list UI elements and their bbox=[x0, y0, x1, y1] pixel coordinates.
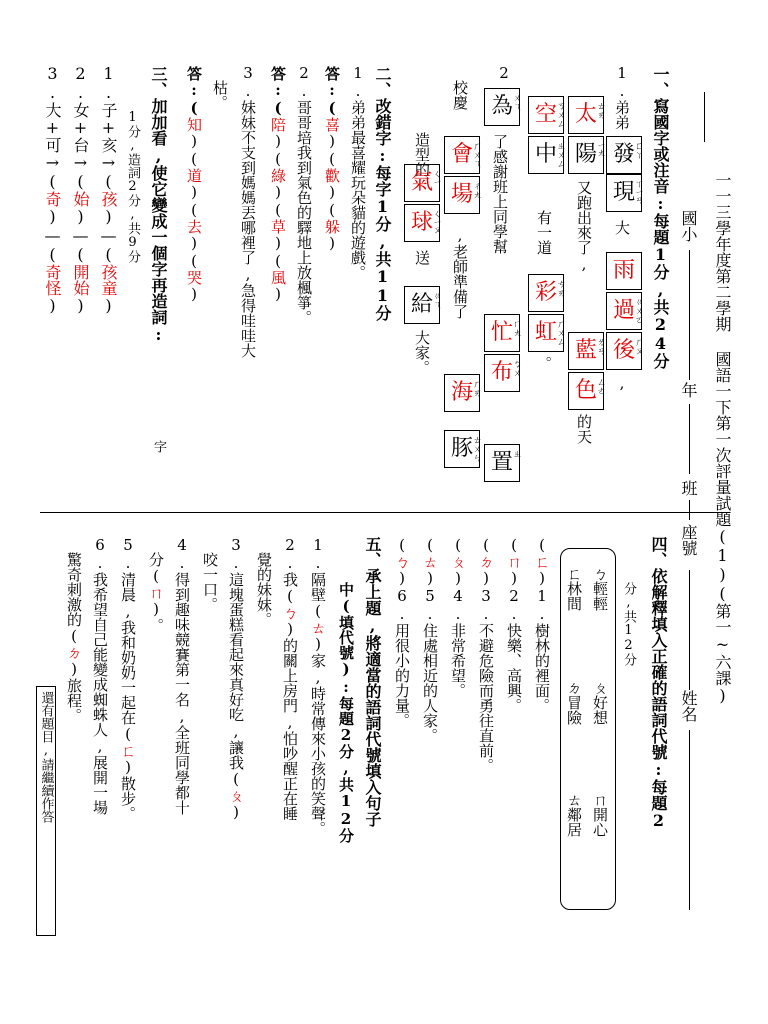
cell-hong: 虹 ㄏㄨㄥ bbox=[528, 314, 564, 352]
cell-cai: 彩 ㄘㄞ bbox=[528, 274, 564, 312]
cell-zhong: 中 ㄓㄨㄥ bbox=[528, 136, 564, 174]
school-label: 國小 bbox=[679, 210, 698, 242]
cell-mang: 忙 ㄇㄤ bbox=[484, 314, 520, 352]
cell-yu: 雨 bbox=[606, 252, 642, 290]
q1-p2-num: 2. bbox=[495, 64, 513, 100]
q1-p2-xiaoqing: 校慶 bbox=[451, 80, 469, 110]
q1-p1-period: 。 bbox=[535, 356, 553, 371]
header-rule bbox=[704, 92, 705, 142]
seat-blank[interactable] bbox=[689, 570, 690, 690]
cell-hui: 會 ㄏㄨㄟ bbox=[444, 136, 480, 174]
name-label: 姓名 bbox=[679, 690, 698, 722]
q1-p1-line2: 又跑出來了, bbox=[575, 180, 593, 273]
q1-p1-line3: 有一道 bbox=[535, 210, 553, 255]
q4-heading: 四、依解釋填入正確的語詞代號:每題2 bbox=[649, 536, 668, 830]
q5-sentence-3a: 3.這塊蛋糕看起來真好吃,讓我(ㄆ) bbox=[227, 536, 245, 821]
cell-chang: 場 ㄔㄤ bbox=[444, 176, 480, 214]
q4-option-3: ㄇ開心 bbox=[591, 792, 609, 837]
q1-p1-comma: , bbox=[613, 374, 631, 392]
q4-option-2: ㄆ好想 bbox=[591, 680, 609, 725]
q3-row-2: 2.女+台→(始)—(開始) bbox=[71, 64, 90, 315]
q4-item-2: (ㄇ)2.快樂、高興。 bbox=[505, 536, 523, 713]
section-divider bbox=[40, 512, 730, 513]
q5-heading: 五、承上題,將適當的語詞代號填入句子 bbox=[363, 536, 382, 827]
cell-fa: 發 ㄈㄚ bbox=[606, 136, 642, 174]
q2-heading: 二、改錯字:每字1分,共11分 bbox=[373, 66, 392, 321]
q4-item-6: (ㄅ)6.用很小的力量。 bbox=[393, 536, 411, 728]
q2-sentence-2: 2.哥哥培我到氣色的驛地上放楓箏。 bbox=[295, 64, 313, 325]
q1-p2-line2: ,老師準備了 bbox=[451, 226, 469, 319]
cell-tun: 豚 ㄊㄨㄣ bbox=[444, 430, 480, 468]
cell-yang: 陽 ㄧㄤ bbox=[568, 136, 604, 174]
grade-label: 年 bbox=[679, 382, 698, 398]
q3-row-3: 3.大+可→(奇)—(奇怪) bbox=[43, 64, 62, 315]
q3-heading: 三、加加看,使它變成一個字再造詞: bbox=[149, 66, 168, 344]
q1-p1-tian: 的天 bbox=[575, 414, 593, 444]
q2-sentence-1: 1.弟弟最喜耀玩朵貓的遊戲。 bbox=[349, 64, 367, 280]
q4-item-4: (ㄆ)4.非常希望。 bbox=[449, 536, 467, 698]
cell-gei: 給 ㄍㄟ bbox=[404, 286, 440, 324]
q1-p2-song: 送 bbox=[413, 250, 431, 265]
q5-sentence-3b: 咬一口。 bbox=[201, 552, 219, 612]
name-blank[interactable] bbox=[689, 730, 690, 910]
cell-wei: 為 ㄨㄟ bbox=[484, 88, 520, 126]
q3-row-1: 1.子+亥→(孩)—(孩童) bbox=[99, 64, 118, 315]
q5-sentence-1: 1.隔壁(ㄊ)家,時常傳來小孩的笑聲。 bbox=[309, 536, 327, 836]
q1-p1-da: 大 bbox=[613, 220, 631, 235]
q4-item-1: (ㄈ)1.樹林的裡面。 bbox=[533, 536, 551, 713]
q4-option-5: ㄉ冒險 bbox=[565, 680, 583, 725]
cell-tai: 太 ㄊㄞ bbox=[568, 96, 604, 134]
class-label: 班 bbox=[679, 480, 698, 496]
q2-sentence-3a: 3.妹妹不支到媽媽丟哪裡了,急得哇哇大 bbox=[239, 64, 257, 358]
cell-lan: 藍 ㄌㄢ bbox=[568, 332, 604, 370]
cell-bu: 布 ㄅㄨ bbox=[484, 354, 520, 392]
cell-qi: 氣 ㄑㄧ bbox=[404, 164, 440, 202]
q1-p2-dajia: 大家。 bbox=[413, 330, 431, 375]
q5-sentence-6a: 6.我希望自己能變成蜘蛛人,展開一場 bbox=[91, 536, 109, 815]
cell-hou: 後 ㄏㄡ bbox=[606, 332, 642, 370]
q5-sentence-4b: 分(ㄇ)。 bbox=[147, 552, 165, 633]
q3-scoring: 1分,造詞2分,共9分 bbox=[125, 110, 140, 263]
q5-sentence-5: 5.清晨,我和奶奶一起在(ㄈ)散步。 bbox=[119, 536, 137, 821]
q1-heading: 一、寫國字或注音:每題1分,共24分 bbox=[651, 66, 670, 369]
exam-title: 一一三學年度第二學期 國語一下第一次評量試題(1)(第一~六課) bbox=[713, 172, 732, 705]
q5-sentence-6b: 驚奇刺激的(ㄉ)旅程。 bbox=[65, 552, 83, 723]
q2-sentence-3b: 枯。 bbox=[211, 80, 229, 110]
q1-p1-text: 1.弟弟 bbox=[613, 64, 631, 130]
continue-note: 還有題目,請繼續作答 bbox=[38, 691, 54, 823]
q4-scoring: 分,共12分 bbox=[621, 582, 636, 666]
cell-qiu: 球 ㄑㄧㄡ bbox=[404, 204, 440, 242]
q4-item-3: (ㄉ)3.不避危險而勇往直前。 bbox=[477, 536, 495, 773]
cell-se: 色 ㄙㄜ bbox=[568, 372, 604, 410]
q4-option-4: ㄈ林間 bbox=[565, 566, 583, 611]
cell-zhi: 置 ㄓ bbox=[484, 444, 520, 482]
q1-p2-line1: 了感謝班上同學幫 bbox=[491, 134, 509, 254]
school-blank[interactable] bbox=[689, 250, 690, 380]
q3-heading-tail: 字 bbox=[151, 440, 166, 453]
seat-label: 座號 bbox=[679, 524, 698, 556]
q5-heading-2: 中(填代號):每題2分,共12分 bbox=[337, 582, 355, 843]
q5-sentence-4a: 4.得到趣味競賽第一名,全班同學都十 bbox=[173, 536, 191, 815]
grade-blank[interactable] bbox=[689, 404, 690, 474]
q4-option-1: ㄅ輕輕 bbox=[591, 566, 609, 611]
q2-answer-2: 答:(陪)(綠)(草)(風) bbox=[269, 66, 287, 303]
q4-item-5: (ㄊ)5.住處相近的人家。 bbox=[421, 536, 439, 743]
q5-sentence-2b: 覺的妹妹。 bbox=[255, 552, 273, 627]
q1-p2-zaoxing: 造型的 bbox=[413, 132, 431, 177]
q4-option-6: ㄊ鄰居 bbox=[565, 792, 583, 837]
q2-answer-3: 答:(知)(道)(去)(哭) bbox=[185, 66, 203, 303]
q2-answer-1: 答:(喜)(歡)(躲) bbox=[323, 66, 341, 252]
cell-guo: 過 ㄍㄨㄛ bbox=[606, 292, 642, 330]
continue-note-box bbox=[36, 686, 56, 936]
q5-sentence-2a: 2.我(ㄅ)的關上房門,怕吵醒正在睡 bbox=[281, 536, 299, 821]
cell-xian: 現 ㄒㄧㄢ bbox=[606, 174, 642, 212]
class-blank[interactable] bbox=[689, 500, 690, 520]
cell-kong: 空 ㄎㄨㄥ bbox=[528, 96, 564, 134]
cell-hai: 海 ㄏㄞ bbox=[444, 374, 480, 412]
